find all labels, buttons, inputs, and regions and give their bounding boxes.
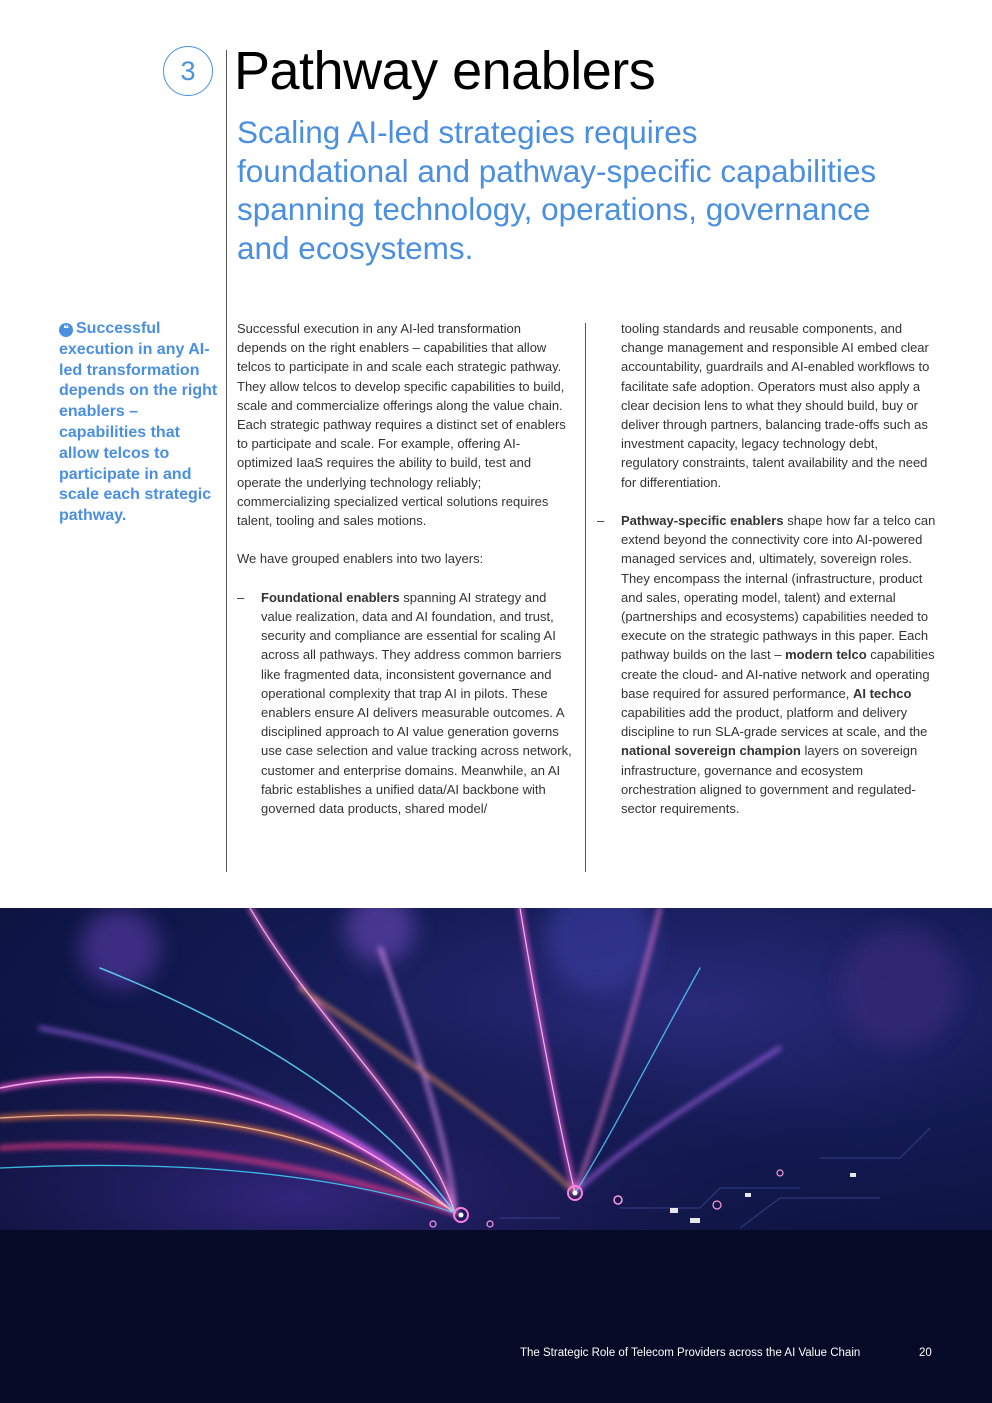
footer-band xyxy=(0,1230,992,1403)
pathway-enablers-term: Pathway-specific enablers xyxy=(621,513,784,529)
ai-techco-term: AI techco xyxy=(852,685,912,701)
hero-image-fiber-optics xyxy=(0,908,992,1230)
pathway-enablers-bullet xyxy=(597,511,937,818)
modern-telco-term: modern telco xyxy=(785,647,867,663)
foundational-enablers-continued-text: tooling standards and reusable components, and change management and responsible AI embed clear accountability, guardrails and AI-enabled workflows to facilitate safe adoption. Operators must also apply a clear decision lens to what they should build, buy or deliver through partners, balancing trade-offs such as investment capacity, legacy technology debt, regulatory constraints, talent availability and the need for differentiation. xyxy=(621,321,930,490)
foundational-enablers-bullet xyxy=(237,588,572,818)
vertical-divider xyxy=(226,50,227,872)
sovereign-champion-term: national sovereign champion xyxy=(621,743,801,759)
footer-document-title: The Strategic Role of Telecom Providers across the AI Value Chain xyxy=(520,1347,861,1359)
intro-paragraph: Successful execution in any AI-led transformation depends on the right enablers – capabilities that allow telcos to participate in and scale each strategic pathway. They allow telcos to develop specific capabilities to build, scale and commercialize offerings along the value chain. Each strategic pathway requires a distinct set of enablers to participate and scale. For example, offering AI-optimized IaaS requires the ability to build, test and operate the underlying technology reliably; commercializing specialized vertical solutions requires talent, tooling and sales motions. xyxy=(237,321,566,529)
bullet-dash: – xyxy=(237,589,245,605)
pathway-enablers-text: shape how far a telco can extend beyond the connectivity core into AI-powered managed services and, ultimately, sovereign roles. They encompass the internal (infrastructure, product and sales, operating model, talent) and external (partnerships and ecosystems) capabilities needed to execute on the strategic pathways in this paper. Each pathway builds on the last – xyxy=(621,513,936,663)
body-column-left xyxy=(237,319,572,818)
quote-icon: ❝ xyxy=(59,323,73,337)
bullet-dash: – xyxy=(597,513,605,529)
foundational-enablers-text: spanning AI strategy and value realization, data and AI foundation, and trust, security and compliance are essential for scaling AI across all pathways. They address common barriers like fragmented data, inconsistent governance and operational complexity that trap AI in pilots. These enablers ensure AI delivers measurable outcomes. A disciplined approach to AI value generation governs use case selection and value tracking across network, customer and enterprise domains. Meanwhile, an AI fabric establishes a unified data/AI backbone with governed data products, shared model/ xyxy=(261,589,572,817)
pathway-enablers-text-3: capabilities add the product, platform and delivery discipline to run SLA-grade services at scale, and the xyxy=(621,705,928,740)
body-column-right xyxy=(597,319,937,818)
pathway-enablers-text-4: layers on sovereign infrastructure, governance and ecosystem orchestration aligned to government and regulated-sector requirements. xyxy=(621,743,918,817)
pull-quote xyxy=(59,319,221,527)
page-subtitle: Scaling AI-led strategies requires foundational and pathway-specific capabilities spanning technology, operations, governance and ecosystems. xyxy=(237,114,877,266)
page-number: 20 xyxy=(919,1347,932,1359)
page-title: Pathway enablers xyxy=(234,41,656,101)
section-number-badge: 3 xyxy=(163,46,213,96)
layers-intro-paragraph: We have grouped enablers into two layers: xyxy=(237,551,484,567)
foundational-enablers-continued xyxy=(597,319,937,492)
foundational-enablers-term: Foundational enablers xyxy=(261,589,400,605)
fiber-optic-illustration xyxy=(0,908,992,1230)
pull-quote-text: Successful execution in any AI-led transformation depends on the right enablers – capabilities that allow telcos to participate in and scale each strategic pathway. xyxy=(59,320,218,525)
column-divider xyxy=(585,323,586,872)
pathway-enablers-text-2: capabilities create the cloud- and AI-native network and operating base required for assured performance, xyxy=(621,647,935,701)
